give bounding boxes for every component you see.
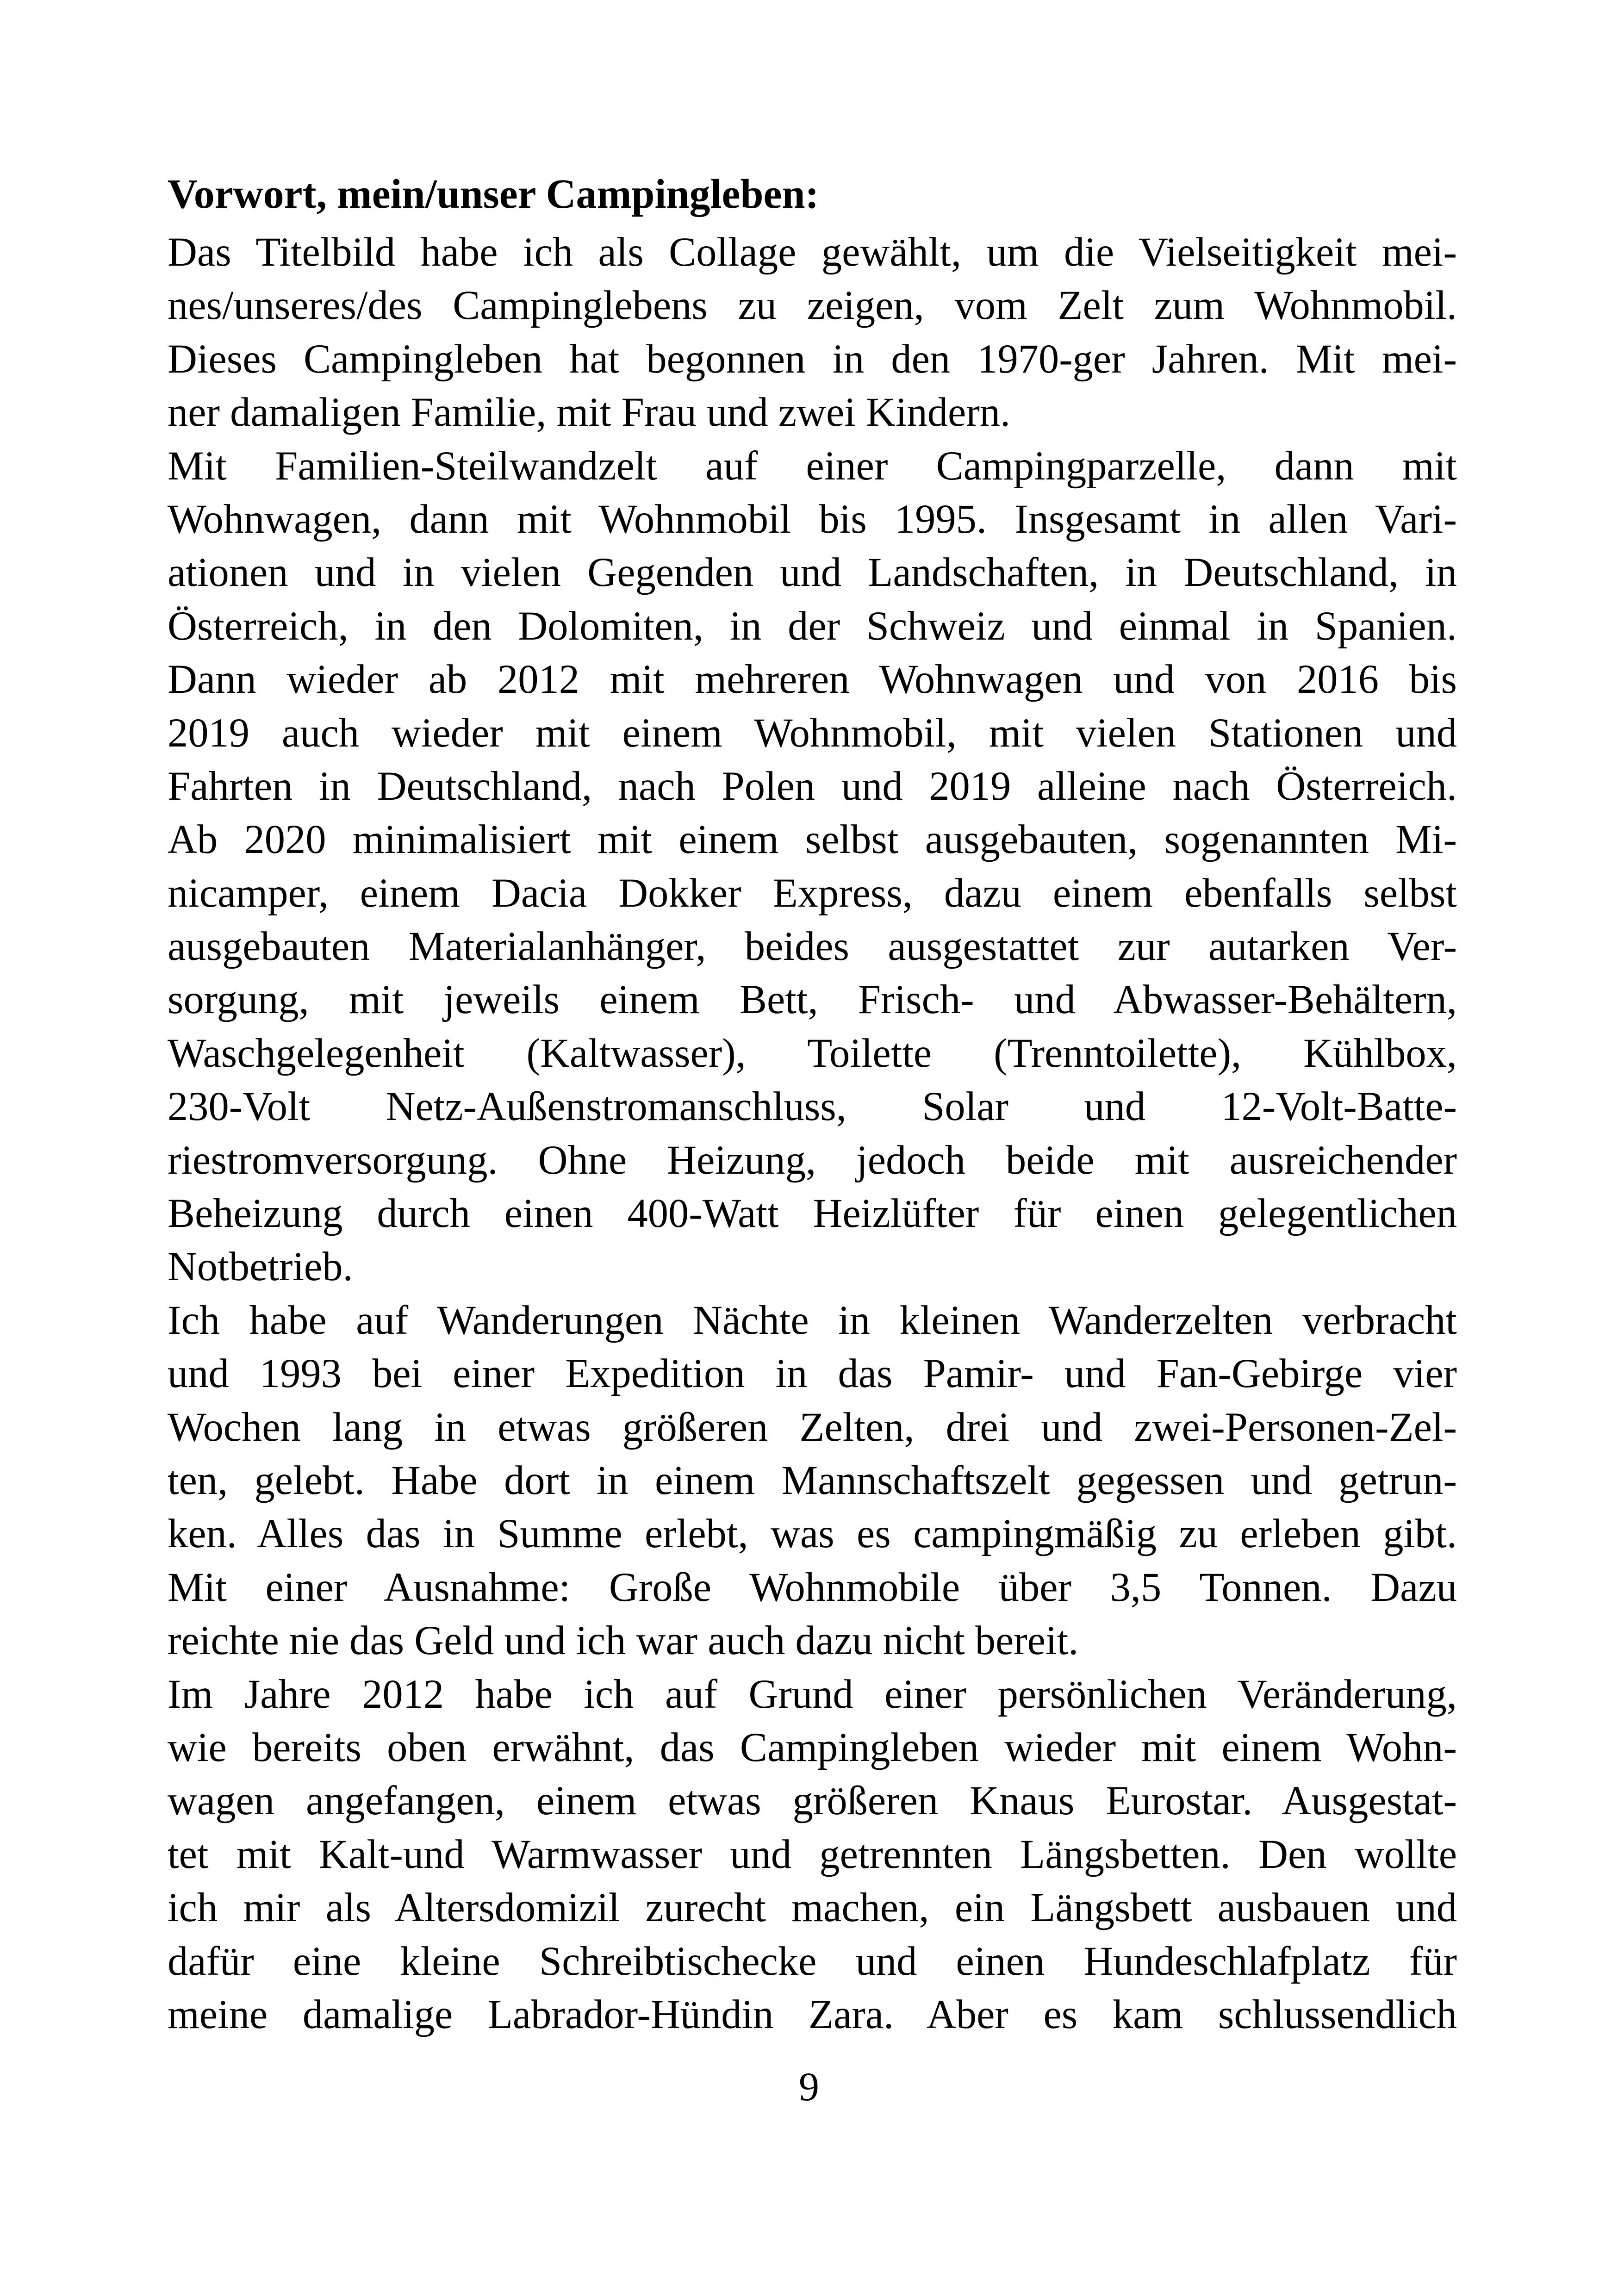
- text-line: meine damalige Labrador-Hündin Zara. Aber es kam schlussendlich: [168, 1991, 1457, 2037]
- text-line: Wohnwagen, dann mit Wohnmobil bis 1995. Insgesamt in allen Vari-: [168, 496, 1457, 542]
- text-line: Dieses Campingleben hat begonnen in den 1970-ger Jahren. Mit mei-: [168, 336, 1457, 382]
- text-line: Ich habe auf Wanderungen Nächte in kleinen Wanderzelten verbracht: [168, 1297, 1457, 1343]
- text-line: ner damaligen Familie, mit Frau und zwei Kindern.: [168, 390, 1011, 436]
- text-line: 230-Volt Netz-Außenstromanschluss, Solar und 12-Volt-Batte-: [168, 1084, 1457, 1130]
- text-line: tet mit Kalt-und Warmwasser und getrennten Längsbetten. Den wollte: [168, 1831, 1457, 1877]
- text-line: Dann wieder ab 2012 mit mehreren Wohnwagen und von 2016 bis: [168, 657, 1457, 703]
- text-line: reichte nie das Geld und ich war auch dazu nicht bereit.: [168, 1618, 1079, 1664]
- text-line: ationen und in vielen Gegenden und Landschaften, in Deutschland, in: [168, 550, 1457, 596]
- text-line: Beheizung durch einen 400-Watt Heizlüfter für einen gelegentlichen: [168, 1191, 1457, 1237]
- text-line: riestromversorgung. Ohne Heizung, jedoch beide mit ausreichender: [168, 1137, 1457, 1183]
- text-line: dafür eine kleine Schreibtischecke und einen Hundeschlafplatz für: [168, 1938, 1457, 1984]
- text-line: sorgung, mit jeweils einem Bett, Frisch- und Abwasser-Behältern,: [168, 977, 1457, 1023]
- text-line: Ab 2020 minimalisiert mit einem selbst ausgebauten, sogenannten Mi-: [168, 817, 1457, 863]
- text-line: ten, gelebt. Habe dort in einem Mannschaftszelt gegessen und getrun-: [168, 1457, 1457, 1503]
- text-line: ausgebauten Materialanhänger, beides ausgestattet zur autarken Ver-: [168, 924, 1457, 970]
- text-line: nes/unseres/des Campinglebens zu zeigen, vom Zelt zum Wohnmobil.: [168, 283, 1457, 329]
- text-line: Wochen lang in etwas größeren Zelten, drei und zwei-Personen-Zel-: [168, 1404, 1457, 1450]
- body-text: [168, 226, 1457, 2041]
- text-line: wie bereits oben erwähnt, das Campingleben wieder mit einem Wohn-: [168, 1724, 1457, 1770]
- text-line: ich mir als Altersdomizil zurecht machen, ein Längsbett ausbauen und: [168, 1885, 1457, 1931]
- text-line: Österreich, in den Dolomiten, in der Schweiz und einmal in Spanien.: [168, 603, 1457, 649]
- text-line: 2019 auch wieder mit einem Wohnmobil, mit vielen Stationen und: [168, 710, 1457, 756]
- text-line: Waschgelegenheit (Kaltwasser), Toilette (Trenntoilette), Kühlbox,: [168, 1030, 1457, 1076]
- text-line: Mit einer Ausnahme: Große Wohnmobile über 3,5 Tonnen. Dazu: [168, 1564, 1457, 1610]
- text-line: und 1993 bei einer Expedition in das Pamir- und Fan-Gebirge vier: [168, 1351, 1457, 1397]
- chapter-heading: Vorwort, mein/unser Campingleben:: [168, 171, 819, 217]
- text-line: ken. Alles das in Summe erlebt, was es campingmäßig zu erleben gibt.: [168, 1511, 1457, 1557]
- text-line: Mit Familien-Steilwandzelt auf einer Campingparzelle, dann mit: [168, 443, 1457, 489]
- text-line: nicamper, einem Dacia Dokker Express, dazu einem ebenfalls selbst: [168, 870, 1457, 916]
- text-line: Notbetrieb.: [168, 1244, 353, 1290]
- text-line: Das Titelbild habe ich als Collage gewählt, um die Vielseitigkeit mei-: [168, 230, 1457, 275]
- text-line: wagen angefangen, einem etwas größeren Knaus Eurostar. Ausgestat-: [168, 1778, 1457, 1824]
- text-line: Im Jahre 2012 habe ich auf Grund einer persönlichen Veränderung,: [168, 1671, 1457, 1717]
- page-number: 9: [799, 2065, 819, 2109]
- text-line: Fahrten in Deutschland, nach Polen und 2019 alleine nach Österreich.: [168, 763, 1457, 809]
